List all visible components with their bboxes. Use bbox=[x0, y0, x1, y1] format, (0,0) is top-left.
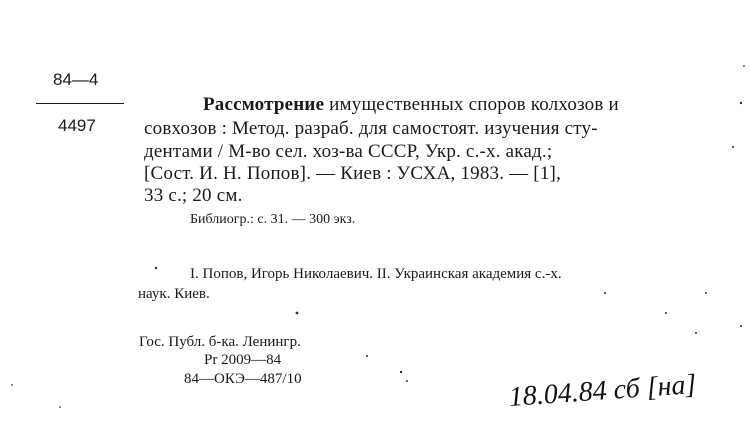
description-line-4: [Сост. И. Н. Попов]. — Киев : УСХА, 1983. — [1], bbox=[144, 163, 562, 184]
description-line-3: дентами / М-во сел. хоз-ва СССР, Укр. с.-х. акад.; bbox=[144, 141, 553, 162]
tracings-line-2: наук. Киев. bbox=[138, 286, 210, 302]
handwritten-note: 18.04.84 сб [на] bbox=[507, 368, 698, 414]
author-mark: 4497 bbox=[58, 116, 96, 135]
tracings-line-1: I. Попов, Игорь Николаевич. II. Украинская академия с.-х. bbox=[190, 266, 562, 282]
library-register-number: Pr 2009—84 bbox=[204, 352, 282, 368]
classification-code: 84—4 bbox=[53, 70, 99, 89]
bibliography-note: Библиогр.: с. 31. — 300 экз. bbox=[190, 212, 356, 227]
description-line-2: совхозов : Метод. разраб. для самостоят. изучения сту- bbox=[144, 118, 598, 139]
description-line-1-rest: имущественных споров колхозов и bbox=[324, 94, 619, 115]
library-name: Гос. Публ. б-ка. Ленингр. bbox=[139, 334, 301, 350]
description-line-5: 33 с.; 20 см. bbox=[144, 185, 243, 206]
title-word: Рассмотрение bbox=[203, 94, 325, 115]
library-order-number: 84—ОКЭ—487/10 bbox=[184, 371, 302, 387]
